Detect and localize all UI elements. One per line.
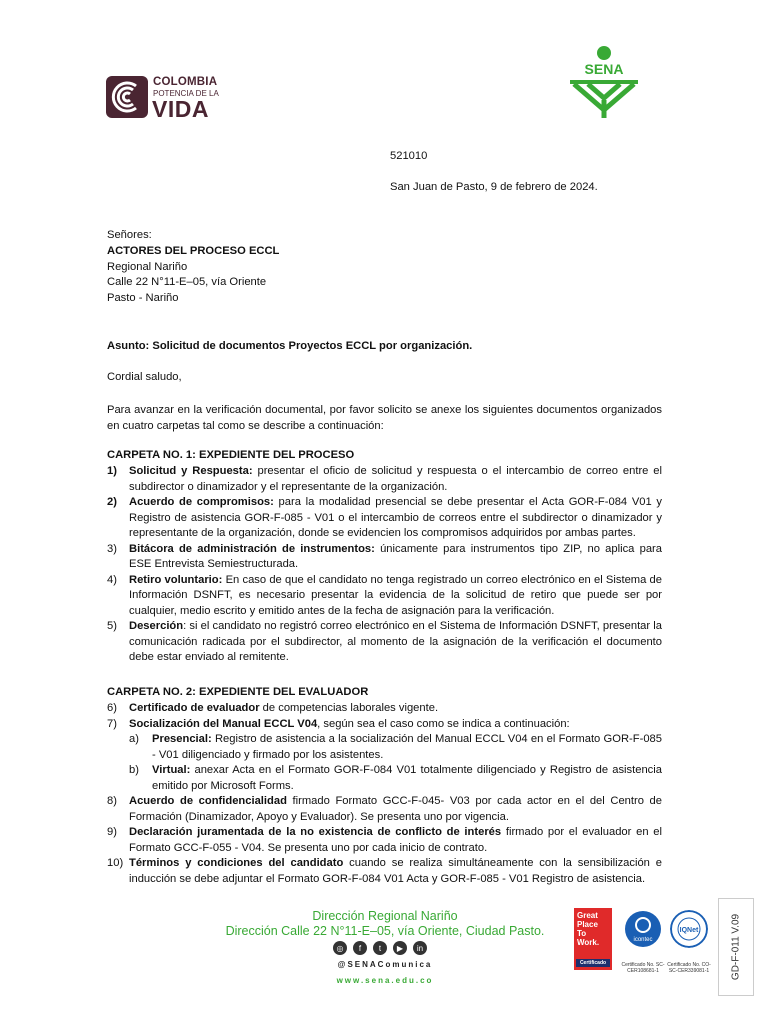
gptw-certified: Certificado	[576, 959, 610, 967]
item-number: 10)	[107, 857, 124, 869]
item-text: para la modalidad presencial se debe presentar el Acta GOR-F-084 V01 y Registro de asistencia GOR-F-085 - V01 o el intercambio de correos entre el subdirector o dinamizador y representante de la organización, donde se evidencien los compromisos adquiridos por ambas partes.	[129, 496, 662, 539]
item-label: Retiro voluntario:	[129, 573, 223, 586]
item-text: firmado por el evaluador en el Formato GCC-F-055 - V04. Se presenta uno por cada inicio de contrato.	[129, 826, 662, 854]
item-number: 7)	[107, 717, 117, 730]
facebook-icon[interactable]: f	[353, 941, 367, 955]
form-code-box	[718, 898, 754, 996]
logo-line-1: COLOMBIA	[153, 76, 218, 88]
item-number: 1)	[107, 465, 117, 477]
item-label: Virtual:	[152, 764, 191, 776]
item-text: presentar el oficio de solicitud y respuesta o el intercambio de correo entre el subdirector o dinamizador y el representante de la organización.	[129, 465, 663, 493]
item-number: 5)	[107, 620, 117, 632]
icontec-caption: Certificado No. SC-CER108681-1	[621, 962, 665, 974]
colombia-potencia-logo	[106, 74, 221, 122]
item-text: firmado Formato GCC-F-045- V03 por cada actor en el del Centro de Formación (Dinamizador, Apoyo y Evaluador). Se presenta uno por vigencia.	[129, 795, 662, 823]
sena-logo	[566, 44, 642, 120]
logo-line-2: POTENCIA DE LA	[153, 89, 219, 98]
item-text: cuando se realiza simultáneamente con la sensibilización e inducción se debe adjuntar el Formato GOR-F-084 V01 Acta y GOR-F-085 - V01 Registro de asistencia.	[129, 857, 662, 885]
instagram-icon[interactable]: ◎	[333, 941, 347, 955]
item-number: 9)	[107, 826, 117, 838]
item-label: Presencial:	[152, 733, 212, 745]
item-label: Socialización del Manual ECCL V04	[129, 717, 318, 730]
item-label: Acuerdo de confidencialidad	[129, 795, 287, 807]
reference-number: 521010	[390, 150, 428, 162]
item-label: Términos y condiciones del candidato	[129, 857, 344, 869]
gptw-line: To	[577, 929, 587, 938]
website-link[interactable]: www.sena.edu.co	[336, 976, 434, 985]
recipient-region: Regional Nariño	[107, 261, 188, 273]
item-text: En caso de que el candidato no tenga registrado un correo electrónico en el Sistema de Información DSNFT, es necesario presentar la evidencia de la solicitud de retiro que puede ser por cualquier, medio escrito y emitido antes de la fecha de asignación para la verificación.	[129, 573, 663, 617]
list-item	[107, 794, 662, 825]
social-handle: @SENAComunica	[337, 960, 433, 969]
list-item	[107, 464, 662, 495]
item-number: 8)	[107, 795, 117, 807]
recipient: ACTORES DEL PROCESO ECCL	[107, 245, 280, 257]
twitter-icon[interactable]: t	[373, 941, 387, 955]
section2-title: CARPETA NO. 2: EXPEDIENTE DEL EVALUADOR	[107, 686, 369, 698]
gptw-line: Work.	[577, 938, 600, 947]
list-item	[107, 825, 662, 856]
iqnet-caption: Certificado No. CO-SC-CER339081-1	[667, 962, 711, 974]
item-label: Acuerdo de compromisos:	[129, 496, 274, 508]
item-number: 3)	[107, 542, 117, 555]
footer-address: Dirección Calle 22 N°11-E–05, vía Oriente, Ciudad Pasto.	[225, 924, 545, 938]
intro-paragraph: Para avanzar en la verificación documental, por favor solicito se anexe los siguientes documentos organizados en cuatro carpetas tal como se describe a continuación:	[107, 404, 662, 432]
form-code: GD-F-011 V.09	[730, 913, 742, 981]
item-label: Deserción	[129, 620, 184, 632]
item-number: 6)	[107, 702, 117, 714]
item-number: 4)	[107, 573, 117, 586]
item-text: , según sea el caso como se indica a continuación:	[317, 717, 570, 730]
sena-logo-text: SENA	[584, 61, 624, 77]
list-item	[107, 542, 662, 573]
item-label: Bitácora de administración de instrumentos:	[129, 542, 375, 555]
linkedin-icon[interactable]: in	[413, 941, 427, 955]
section1-title: CARPETA NO. 1: EXPEDIENTE DEL PROCESO	[107, 449, 355, 461]
gptw-line: Great	[577, 911, 598, 920]
greeting-to: Señores:	[107, 229, 152, 241]
section1-list	[107, 464, 662, 666]
iqnet-label: IQNet	[679, 927, 699, 934]
gptw-line: Place	[577, 920, 598, 929]
item-number: 2)	[107, 496, 117, 508]
sub-list-item	[107, 763, 662, 794]
footer-office: Dirección Regional Nariño	[312, 909, 458, 923]
letter-date: San Juan de Pasto, 9 de febrero de 2024.	[390, 181, 598, 193]
item-text: únicamente para instrumentos tipo ZIP, no aplica para ESE Entrevista Semiestructurada.	[129, 542, 662, 570]
recipient-city: Pasto - Nariño	[107, 292, 179, 304]
recipient-address: Calle 22 N°11-E–05, vía Oriente	[107, 276, 267, 288]
great-place-to-work-badge	[574, 908, 612, 970]
list-item	[107, 717, 662, 733]
social-links	[333, 941, 427, 955]
colombia-emblem-icon	[106, 76, 148, 118]
sub-list-item	[107, 732, 662, 763]
youtube-icon[interactable]: ▶	[393, 941, 407, 955]
item-text: anexar Acta en el Formato GOR-F-084 V01 totalmente diligenciado y Registro de asistencia emitido por Microsoft Forms.	[152, 764, 662, 792]
salutation: Cordial saludo,	[107, 371, 182, 383]
item-number: a)	[129, 733, 139, 745]
item-text: : si el candidato no registró correo electrónico en el Sistema de Información DSNFT, presentar la comunicación radicada por el subdirector, al momento de la asignación de la verificación el documento debe estar enviado al remitente.	[129, 620, 662, 663]
subject-line: Asunto: Solicitud de documentos Proyectos ECCL por organización.	[107, 340, 473, 352]
list-item	[107, 701, 662, 717]
list-item	[107, 619, 662, 666]
item-number: b)	[129, 764, 139, 776]
item-label: Solicitud y Respuesta:	[129, 465, 253, 477]
item-label: Declaración juramentada de la no existencia de conflicto de interés	[129, 826, 502, 838]
list-item	[107, 573, 662, 620]
item-label: Certificado de evaluador	[129, 702, 260, 714]
item-text: de competencias laborales vigente.	[259, 702, 439, 714]
logo-line-3: VIDA	[152, 96, 209, 122]
item-text: Registro de asistencia a la socialización del Manual ECCL V04 en el Formato GOR-F-085 - V01 diligenciado y firmado por los asistentes.	[152, 733, 662, 761]
list-item	[107, 495, 662, 542]
icontec-label: icontec	[633, 937, 653, 943]
icontec-seal-icon	[624, 910, 662, 948]
list-item	[107, 856, 662, 887]
iqnet-seal-icon	[670, 910, 708, 948]
section2-list	[107, 701, 662, 887]
